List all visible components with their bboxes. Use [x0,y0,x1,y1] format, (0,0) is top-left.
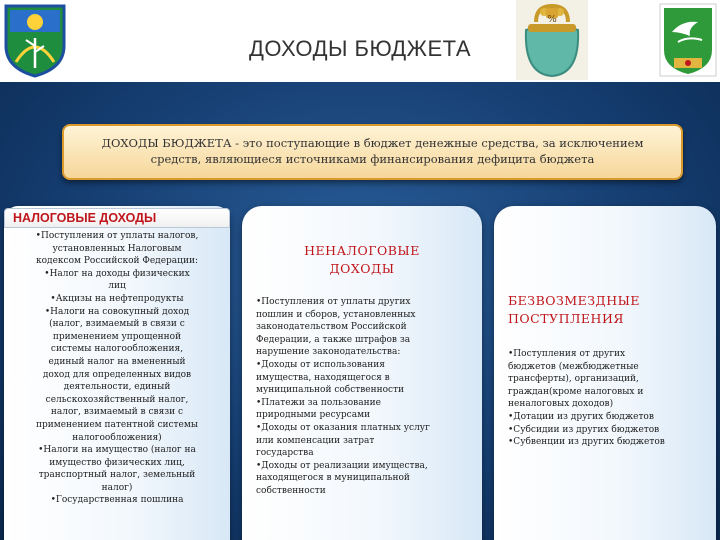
list-item: •Субвенции из других бюджетов [508,437,665,448]
list-item: •Доходы от оказания платных услуг [256,422,430,433]
list-item: собственности [256,485,326,496]
coat-of-arms-icon [2,2,68,78]
list-item: транспортный налог, земельный [38,470,196,481]
list-item: •Поступления от других [508,349,626,359]
list-item: применением упрощенной [52,331,182,342]
list-item: •Налоги на совокупный доход [44,306,190,317]
list-item: находящегося в муниципальной [256,473,410,484]
list-item: •Поступления от уплаты налогов, [35,231,199,241]
list-item: налог) [101,482,133,493]
list-item: законодательством Российской [256,322,407,333]
list-item: •Налоги на имущество (налог на [38,445,196,456]
list-item: единый налог на вмененный [48,356,186,367]
content-area [0,82,720,540]
tax-income-list [8,230,226,507]
list-item: •Налог на доходы физических [44,268,190,279]
list-item: применением патентной системы [35,419,199,430]
list-item: налогообложения) [72,432,162,443]
list-item: установленных Налоговым [52,243,182,254]
non-tax-income-heading [262,242,462,278]
purse-icon [516,0,588,80]
list-item: трансферты), организаций, [508,374,639,385]
list-item: или компенсации затрат [256,435,375,446]
free-receipts-heading [508,292,708,328]
page-title: ДОХОДЫ БЮДЖЕТА [248,36,472,61]
list-item: пошлин и сборов, установленных [256,309,416,320]
list-item: •Доходы от реализации имущества, [256,460,428,471]
list-item: (налог, взимаемый в связи с [49,319,185,330]
header [0,0,720,82]
non-tax-income-list [256,296,472,498]
list-item: •Поступления от уплаты других [256,297,411,307]
list-item: граждан(кроме налоговых и [508,386,644,397]
list-item: сельскохозяйственный налог, [45,394,189,405]
heading-line: НЕНАЛОГОВЫЕ [304,243,420,258]
heading-line: ДОХОДЫ [329,261,395,276]
definition-text: ДОХОДЫ БЮДЖЕТА - это поступающие в бюджет денежные средства, за исключением средств, являющиеся источниками финансирования дефицита бюджета [101,136,644,166]
list-item: нарушение законодательства: [256,347,401,358]
list-item: доход для определенных видов [42,369,192,380]
heading-line: БЕЗВОЗМЕЗДНЫЕ [508,293,641,308]
list-item: имущество физических лиц, [49,457,185,468]
list-item: бюджетов (межбюджетные [508,361,639,372]
list-item: государства [256,448,314,459]
list-item: системы налогообложения, [50,344,184,355]
list-item: •Доходы от использования [256,359,385,370]
list-item: •Дотации из других бюджетов [508,411,654,422]
free-receipts-list [508,348,710,449]
list-item: муниципальной собственности [256,385,405,396]
list-item: •Государственная пошлина [50,495,184,506]
list-item: лиц [108,281,126,292]
svg-text:%: % [547,14,557,25]
list-item: природными ресурсами [256,410,371,421]
flag-emblem-icon [658,2,718,78]
list-item: •Акцизы на нефтепродукты [50,293,184,304]
list-item: кодексом Российской Федерации: [36,256,198,267]
list-item: неналоговых доходов) [508,399,614,410]
list-item: деятельности, единый [63,382,171,393]
heading-line: ПОСТУПЛЕНИЯ [508,311,624,326]
list-item: налог, взимаемый в связи с [50,407,184,418]
list-item: •Платежи за пользование [256,397,381,408]
list-item: Федерации, а также штрафов за [256,334,411,345]
list-item: •Субсидии из других бюджетов [508,424,660,435]
tax-income-heading: НАЛОГОВЫЕ ДОХОДЫ [4,208,230,228]
list-item: имущества, находящегося в [256,372,390,383]
definition-box [62,124,683,180]
